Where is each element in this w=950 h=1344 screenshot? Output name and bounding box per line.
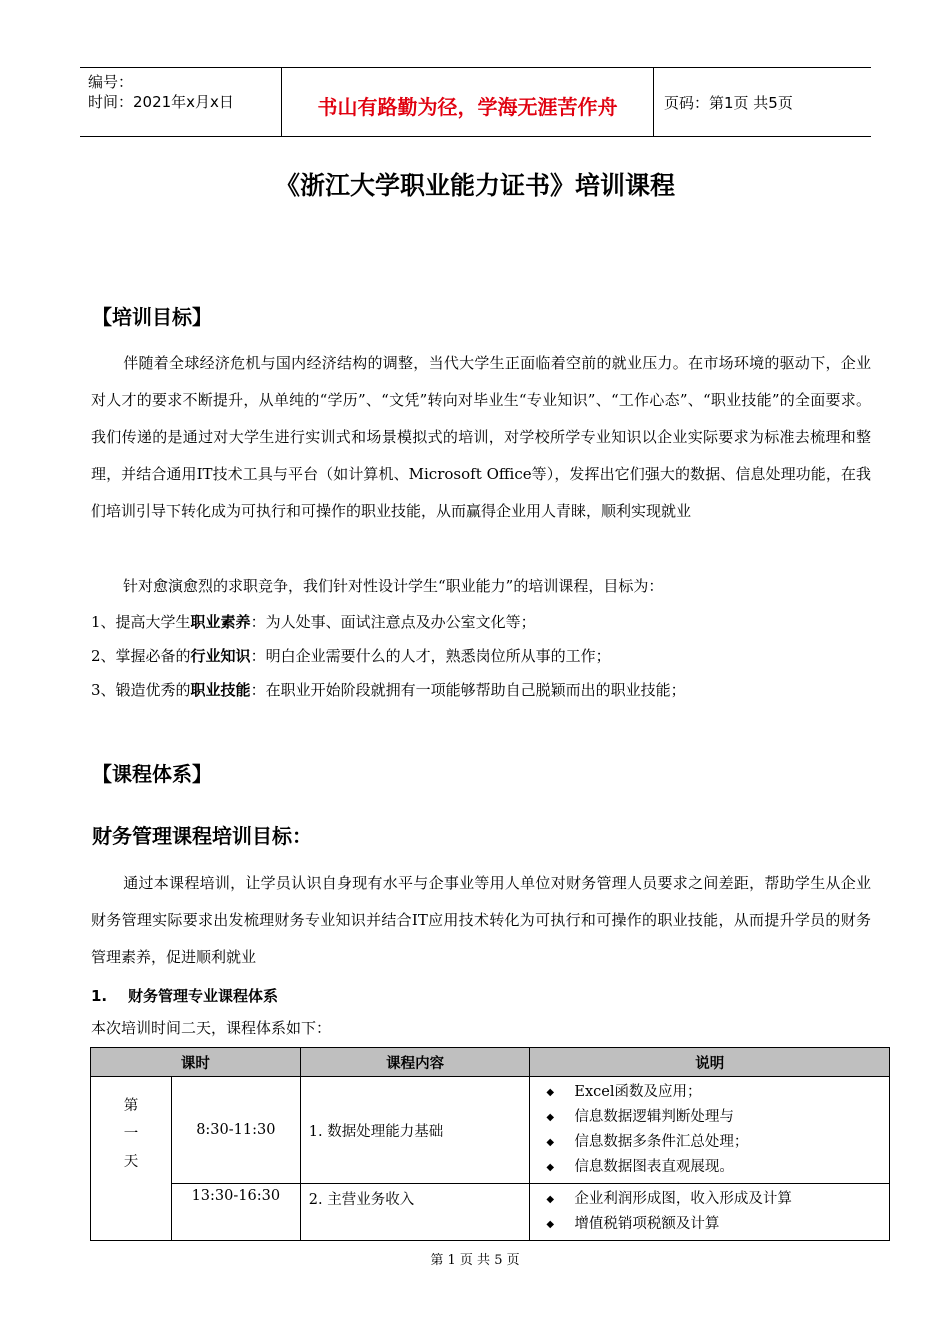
finance-course-paragraph xyxy=(91,865,871,976)
diamond-bullet-icon: ◆ xyxy=(546,1137,555,1148)
day-label-char: 第 xyxy=(123,1098,139,1114)
goal-detail: ：为人处事、面试注意点及办公室文化等； xyxy=(250,613,536,631)
session-time: 8:30-11:30 xyxy=(171,1077,300,1184)
note-text: Excel函数及应用； xyxy=(574,1084,702,1100)
day-label-char: 一 xyxy=(123,1126,139,1142)
table-row xyxy=(91,1077,890,1184)
note-text: 信息数据逻辑判断处理与 xyxy=(574,1109,734,1125)
list-item xyxy=(546,1187,888,1212)
course-schedule-intro: 本次培训时间二天，课程体系如下： xyxy=(91,1019,332,1037)
session-time: 13:30-16:30 xyxy=(171,1184,300,1241)
header-meta xyxy=(88,72,278,112)
goal-keyword: 职业技能 xyxy=(190,681,251,699)
goal-detail: ：明白企业需要什么的人才，熟悉岗位所从事的工作； xyxy=(250,647,611,665)
session-notes xyxy=(530,1077,890,1184)
header-motto: 书山有路勤为径，学海无涯苦作舟 xyxy=(317,94,618,119)
session-notes xyxy=(530,1184,890,1241)
goal-keyword: 行业知识 xyxy=(190,647,251,665)
table-row xyxy=(91,1184,890,1241)
goal-keyword: 职业素养 xyxy=(190,613,251,631)
training-goals-paragraph xyxy=(91,345,871,530)
section-heading-training-goals: 【培训目标】 xyxy=(92,305,212,329)
goal-prefix: 3、锻造优秀的 xyxy=(91,681,191,699)
goal-prefix: 2、掌握必备的 xyxy=(91,647,191,665)
day-label-char: 天 xyxy=(123,1154,139,1170)
day-label xyxy=(91,1077,172,1241)
list-item xyxy=(546,1130,888,1155)
goal-item xyxy=(91,679,686,700)
session-content: 1. 数据处理能力基础 xyxy=(300,1077,530,1184)
document-header xyxy=(80,67,871,137)
list-item xyxy=(546,1155,888,1180)
note-text: 增值税销项税额及计算 xyxy=(574,1216,720,1232)
list-item xyxy=(546,1080,888,1105)
goal-item xyxy=(91,611,536,632)
course-schedule-table xyxy=(90,1047,890,1241)
document-title: 《浙江大学职业能力证书》培训课程 xyxy=(274,171,675,200)
paragraph-text: 通过本课程培训，让学员认识自身现有水平与企事业等用人单位对财务管理人员要求之间差距，帮助学生从企业财务管理实际要求出发梳理财务专业知识并结合IT应用技术转化为可执行和可操作的职业技能，从而提升学员的财务管理素养，促进顺利就业 xyxy=(91,874,871,966)
section-heading-course-system: 【课程体系】 xyxy=(92,762,212,786)
note-text: 信息数据图表直观展现。 xyxy=(574,1159,734,1175)
header-session: 课时 xyxy=(91,1048,301,1077)
paragraph-text: 伴随着全球经济危机与国内经济结构的调整，当代大学生正面临着空前的就业压力。在市场环境的驱动下，企业对人才的要求不断提升，从单纯的“学历”、“文凭”转向对毕业生“专业知识”、“工作心态”、“职业技能”的全面要求。我们传递的是通过对大学生进行实训式和场景模拟式的培训，对学校所学专业知识以企业实际要求为标准去梳理和整理，并结合通用IT技术工具与平台（如计算机、Microsoft Office等），发挥出它们强大的数据、信息处理功能，在我们培训引导下转化成为可执行和可操作的职业技能，从而赢得企业用人青睐，顺利实现就业 xyxy=(91,354,871,520)
diamond-bullet-icon: ◆ xyxy=(546,1194,555,1205)
goal-item xyxy=(91,645,611,666)
goals-intro: 针对愈演愈烈的求职竞争，我们针对性设计学生“职业能力”的培训课程，目标为： xyxy=(123,577,664,595)
finance-course-goal-heading: 财务管理课程培训目标： xyxy=(92,824,312,848)
header-date: 时间：2021年x月x日 xyxy=(88,93,234,111)
note-text: 企业利润形成图，收入形成及计算 xyxy=(574,1191,792,1207)
session-content: 2. 主营业务收入 xyxy=(300,1184,530,1241)
list-item xyxy=(546,1212,888,1237)
diamond-bullet-icon: ◆ xyxy=(546,1219,555,1230)
table-header-row xyxy=(91,1048,890,1077)
goal-prefix: 1、提高大学生 xyxy=(91,613,191,631)
page-footer: 第 1 页 共 5 页 xyxy=(430,1253,520,1268)
course-system-item-heading: 1. 财务管理专业课程体系 xyxy=(91,987,279,1005)
goal-detail: ：在职业开始阶段就拥有一项能够帮助自己脱颖而出的职业技能； xyxy=(250,681,686,699)
list-item xyxy=(546,1105,888,1130)
diamond-bullet-icon: ◆ xyxy=(546,1112,555,1123)
note-text: 信息数据多条件汇总处理； xyxy=(574,1134,749,1150)
header-page-info: 页码：第1页 共5页 xyxy=(664,94,793,112)
header-notes: 说明 xyxy=(530,1048,890,1077)
diamond-bullet-icon: ◆ xyxy=(546,1087,555,1098)
diamond-bullet-icon: ◆ xyxy=(546,1162,555,1173)
header-content: 课程内容 xyxy=(300,1048,530,1077)
header-divider xyxy=(653,68,654,136)
header-number: 编号： xyxy=(88,73,134,91)
